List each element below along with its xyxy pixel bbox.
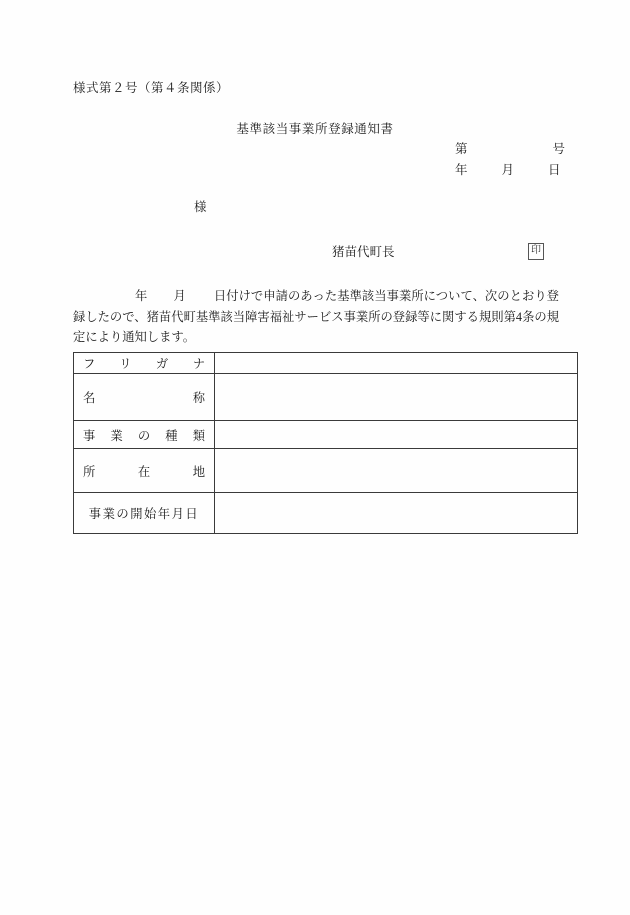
row-value-name[interactable] <box>215 374 578 421</box>
row-label-cell <box>74 449 215 493</box>
row-label-cell <box>74 353 215 374</box>
table-label-start-date: 事業の開始年月日 <box>88 507 200 521</box>
number-unit: 号 <box>552 142 565 156</box>
body-line-2: したので、猪苗代町基準該当障害福祉サービス事業所の登録等に関する規則第4条の規定 <box>73 309 559 344</box>
table-row-furigana <box>74 353 578 374</box>
document-date-line <box>455 160 565 181</box>
number-label: 第 <box>455 142 468 156</box>
table-label-furigana: フリガナ <box>83 357 205 371</box>
form-number: 様式第２号（第４条関係） <box>73 81 230 95</box>
row-label-cell <box>74 493 215 534</box>
document-title: 基準該当事業所登録通知書 <box>236 122 394 136</box>
table-label-business-type: 事業の種類 <box>83 428 205 443</box>
addressee-honorific: 様 <box>194 200 207 214</box>
table-row-address <box>74 449 578 493</box>
body-date-month: 月 <box>173 289 186 303</box>
body-paragraph <box>73 286 559 348</box>
table-label-name: 名称 <box>83 391 205 405</box>
date-day-label: 日 <box>548 163 561 177</box>
issuer-name: 猪苗代町長 <box>332 245 395 259</box>
body-date-year: 年 <box>135 289 148 303</box>
row-label-cell <box>74 374 215 421</box>
date-year-label: 年 <box>455 163 468 177</box>
row-value-business-type[interactable] <box>215 421 578 449</box>
document-meta <box>455 139 565 181</box>
document-number-line <box>455 139 565 160</box>
table-row-name <box>74 374 578 421</box>
row-value-address[interactable] <box>215 449 578 493</box>
date-month-label: 月 <box>501 163 515 177</box>
table-label-address: 所在地 <box>83 464 205 479</box>
row-value-start-date[interactable] <box>215 493 578 534</box>
registration-table <box>73 352 578 534</box>
row-value-furigana[interactable] <box>215 353 578 374</box>
row-label-cell <box>74 421 215 449</box>
body-line-3: により通知します。 <box>85 330 196 344</box>
issuer-row <box>332 242 544 260</box>
table-row-start-date <box>74 493 578 534</box>
seal-icon: 印 <box>528 243 544 260</box>
table-row-business-type <box>74 421 578 449</box>
body-line-1: 日付けで申請のあった基準該当事業所について、次のとおり登録 <box>73 289 559 324</box>
